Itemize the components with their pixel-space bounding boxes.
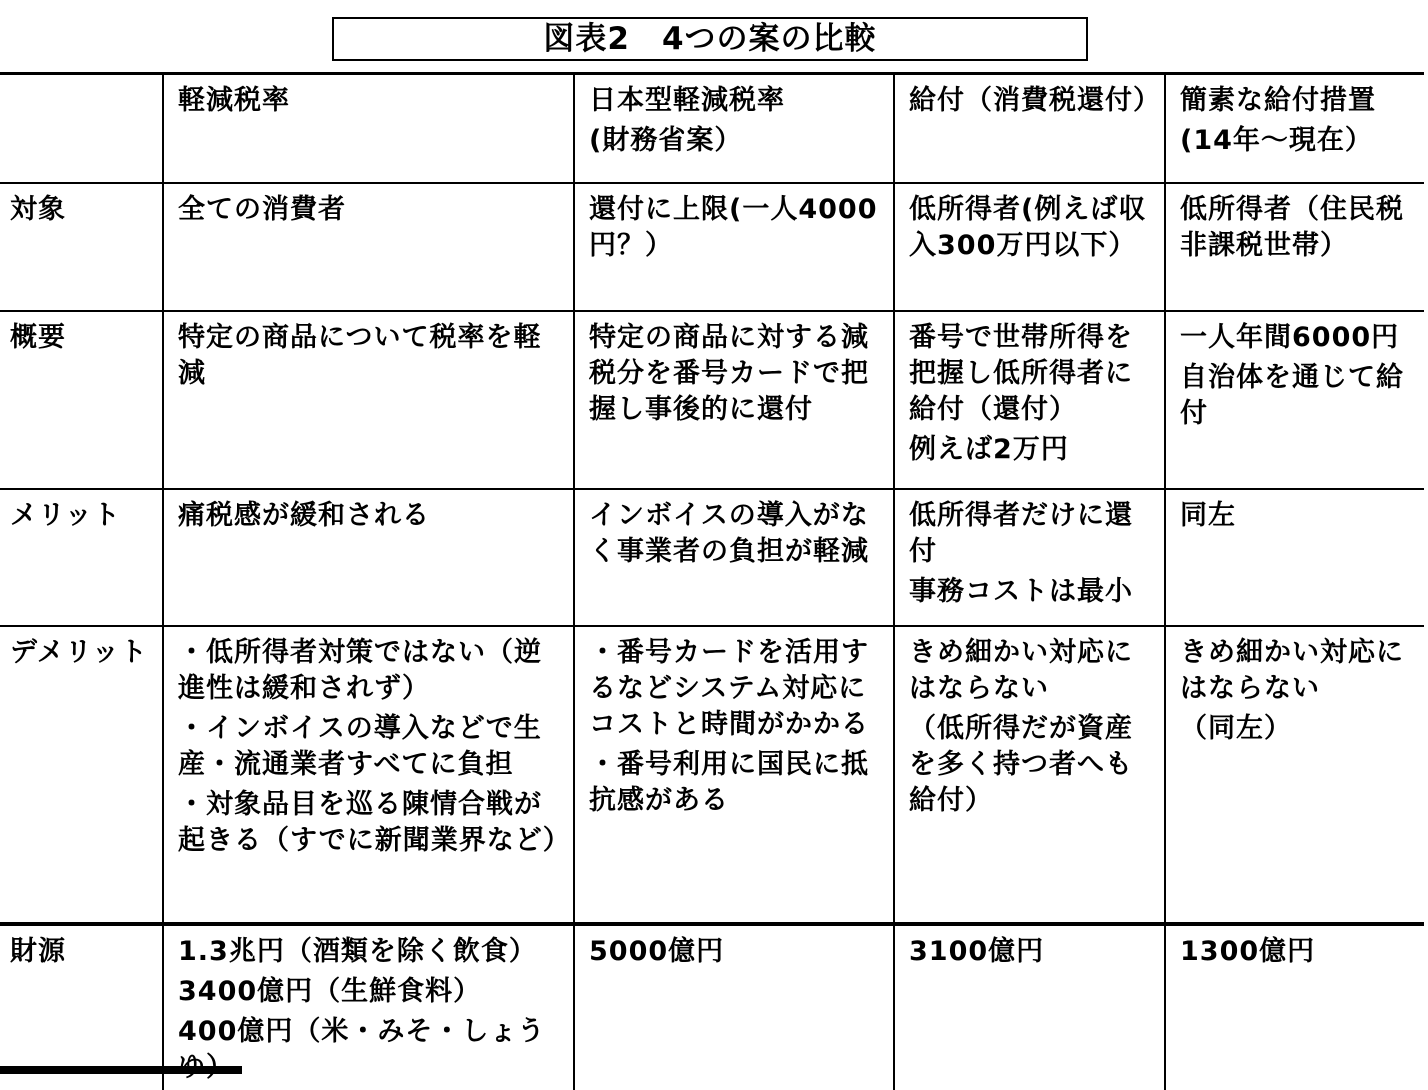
table-cell (163, 183, 574, 311)
figure-title: 図表2 4つの案の比較 (332, 17, 1088, 61)
col-header-line: (14年～現在） (1180, 125, 1373, 156)
cell-text: ・番号利用に国民に抵抗感がある (589, 748, 869, 816)
table-cell (1165, 626, 1424, 924)
table-cell (163, 311, 574, 489)
row-funding (0, 924, 1424, 1090)
row-label: メリット (0, 489, 163, 626)
table-cell (1165, 311, 1424, 489)
col-header-line: 日本型軽減税率 (589, 85, 785, 116)
cell-text: きめ細かい対応にはならない (1180, 636, 1404, 704)
cell-text: 全ての消費者 (178, 193, 346, 225)
col-header-reduced-rate (163, 74, 574, 183)
cell-text: 1.3兆円（酒類を除く飲食） (178, 935, 537, 967)
table-cell (163, 626, 574, 924)
col-header-line: 軽減税率 (178, 85, 290, 116)
cell-text: きめ細かい対応にはならない (909, 636, 1133, 704)
row-target (0, 183, 1424, 311)
cell-text: 還付に上限(一人4000円？） (589, 193, 878, 261)
cell-text: 5000億円 (589, 935, 725, 967)
table-cell (574, 626, 894, 924)
cell-text: 3400億円（生鮮食料） (178, 975, 482, 1007)
table-cell (894, 183, 1165, 311)
cell-text: 特定の商品に対する減税分を番号カードで把握し事後的に還付 (589, 321, 869, 425)
table-cell (574, 489, 894, 626)
cell-text: 事務コストは最小 (909, 575, 1133, 607)
row-demerit (0, 626, 1424, 924)
col-header-japan-reduced-rate (574, 74, 894, 183)
cell-text: 例えば2万円 (909, 433, 1069, 465)
cell-text: ・低所得者対策ではない（逆進性は緩和されず） (178, 636, 542, 704)
comparison-table (0, 72, 1424, 1090)
table-cell (163, 489, 574, 626)
table-cell (894, 924, 1165, 1090)
row-merit (0, 489, 1424, 626)
cell-text: 3100億円 (909, 935, 1045, 967)
col-header-benefit-refund (894, 74, 1165, 183)
cell-text: 特定の商品について税率を軽減 (178, 321, 542, 389)
cell-text: 400億円（米・みそ・しょう (178, 1015, 546, 1047)
corner-cell (0, 74, 163, 183)
cell-text: （同左） (1180, 712, 1292, 744)
row-label: 財源 (0, 924, 163, 1090)
row-overview (0, 311, 1424, 489)
cell-text: （低所得だが資産を多く持つ者へも給付） (909, 712, 1133, 816)
col-header-line: 簡素な給付措置 (1180, 85, 1376, 116)
cell-text: 低所得者(例えば収入300万円以下） (909, 193, 1147, 261)
row-label: 対象 (0, 183, 163, 311)
cell-text: 番号で世帯所得を把握し低所得者に給付（還付） (909, 321, 1133, 425)
row-label: 概要 (0, 311, 163, 489)
table-cell (1165, 489, 1424, 626)
table-cell (163, 924, 574, 1090)
table-cell (574, 183, 894, 311)
table-cell (894, 311, 1165, 489)
table-cell (894, 489, 1165, 626)
cell-text: ・対象品目を巡る陳情合戦が起きる（すでに新聞業界など） (178, 788, 571, 856)
cell-text: インボイスの導入がなく事業者の負担が軽減 (589, 499, 869, 567)
cell-text: ・番号カードを活用するなどシステム対応にコストと時間がかかる (589, 636, 869, 740)
table-cell (894, 626, 1165, 924)
cell-text: 一人年間6000円 (1180, 321, 1400, 353)
col-header-line: (財務省案） (589, 125, 743, 156)
row-label: デメリット (0, 626, 163, 924)
cell-text: 低所得者（住民税非課税世帯） (1180, 193, 1404, 261)
cell-text: 痛税感が緩和される (178, 499, 430, 531)
col-header-simple-benefit (1165, 74, 1424, 183)
cell-text: 1300億円 (1180, 935, 1316, 967)
bottom-divider-bar (0, 1066, 242, 1074)
cell-text: ・インボイスの導入などで生産・流通業者すべてに負担 (178, 712, 542, 780)
cell-text: 低所得者だけに還付 (909, 499, 1133, 567)
table-cell (574, 311, 894, 489)
table-cell (574, 924, 894, 1090)
cell-text: 自治体を通じて給付 (1180, 361, 1404, 429)
table-cell (1165, 924, 1424, 1090)
table-cell (1165, 183, 1424, 311)
cell-text: 同左 (1180, 499, 1236, 531)
header-row (0, 74, 1424, 183)
col-header-line: 給付（消費税還付） (909, 85, 1161, 116)
